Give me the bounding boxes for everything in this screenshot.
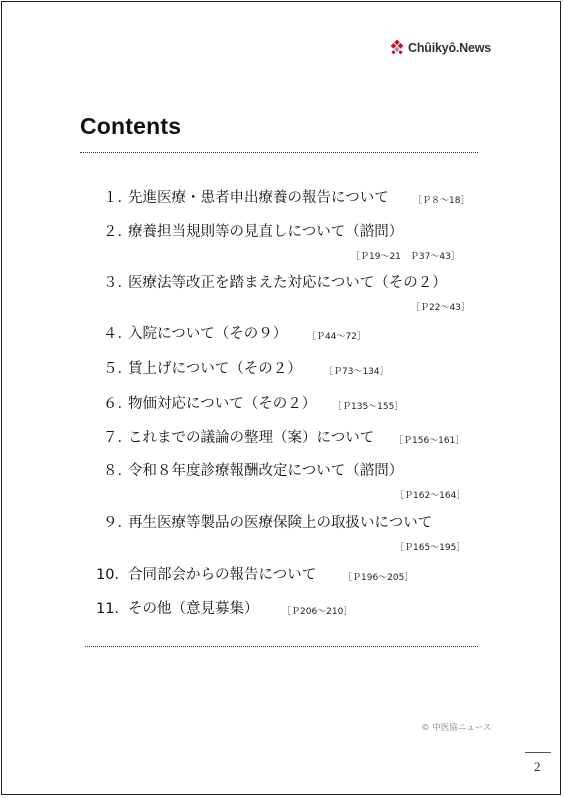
toc-item-number: 11． — [96, 601, 129, 617]
toc-item[interactable] — [0, 428, 564, 448]
toc-item-label: 再生医療等製品の医療保険上の取扱いについて — [128, 515, 433, 531]
toc-item-number: ５． — [103, 361, 132, 377]
toc-item[interactable] — [0, 461, 564, 501]
toc-item-page-range: ［Ｐ135～155］ — [333, 402, 404, 412]
toc-item-page-range: ［Ｐ206～210］ — [282, 607, 353, 617]
toc-item[interactable] — [0, 513, 564, 553]
toc-item[interactable] — [0, 394, 564, 414]
toc-item-number: ８． — [103, 463, 132, 479]
toc-item-page-range: ［Ｐ196～205］ — [343, 573, 414, 583]
toc-item-page-range: ［Ｐ73～134］ — [324, 367, 389, 377]
toc-item-number: 10． — [96, 567, 129, 583]
toc-item-label: 令和８年度診療報酬改定について（諮問） — [128, 463, 404, 479]
toc-item-label: 賃上げについて（その２） — [128, 361, 302, 377]
dotted-divider-top — [80, 152, 478, 153]
toc-item[interactable] — [0, 188, 564, 208]
toc-item-label: 合同部会からの報告について — [128, 567, 317, 583]
page-number-rule — [525, 752, 551, 753]
brand-logo — [388, 38, 491, 58]
toc-item-label: その他（意見募集） — [128, 601, 259, 617]
toc-item[interactable] — [0, 324, 564, 344]
diamond-cluster-icon — [388, 39, 406, 57]
page-number: 2 — [534, 759, 541, 774]
toc-item[interactable] — [0, 273, 564, 313]
toc-item-number: ２． — [103, 224, 132, 240]
toc-item[interactable] — [0, 222, 564, 262]
toc-item-label: 医療法等改正を踏まえた対応について（その２） — [128, 275, 447, 291]
toc-item-page-range: ［Ｐ８～18］ — [413, 196, 470, 206]
toc-item[interactable] — [0, 599, 564, 619]
toc-item-label: 物価対応について（その２） — [128, 396, 317, 412]
toc-item-page-range: ［Ｐ19～21 Ｐ37～43］ — [351, 252, 460, 262]
brand-name: Chûikyô.News — [408, 41, 492, 55]
toc-item-number: ９． — [103, 515, 132, 531]
toc-item-number: ７． — [103, 430, 132, 446]
toc-item-page-range: ［Ｐ44～72］ — [307, 332, 366, 342]
toc-item-number: ３． — [103, 275, 132, 291]
dotted-divider-bottom — [85, 646, 478, 647]
page-title: Contents — [80, 113, 182, 139]
toc-item-number: ４． — [103, 326, 132, 342]
toc-item-label: これまでの議論の整理（案）について — [128, 430, 375, 446]
toc-item-number: ６． — [103, 396, 132, 412]
toc-item-label: 入院について（その９） — [128, 326, 288, 342]
toc-item-page-range: ［Ｐ156～161］ — [394, 436, 465, 446]
toc-item-page-range: ［Ｐ165～195］ — [395, 543, 466, 553]
copyright-notice: © 中医協ニュース — [421, 723, 492, 733]
toc-item-label: 療養担当規則等の見直しについて（諮問） — [128, 224, 404, 240]
toc-item[interactable] — [0, 565, 564, 585]
toc-item-label: 先進医療・患者申出療養の報告について — [128, 190, 389, 206]
toc-item-page-range: ［Ｐ162～164］ — [395, 491, 466, 501]
toc-item[interactable] — [0, 359, 564, 379]
toc-item-number: １． — [103, 190, 132, 206]
toc-item-page-range: ［Ｐ22～43］ — [411, 303, 470, 313]
